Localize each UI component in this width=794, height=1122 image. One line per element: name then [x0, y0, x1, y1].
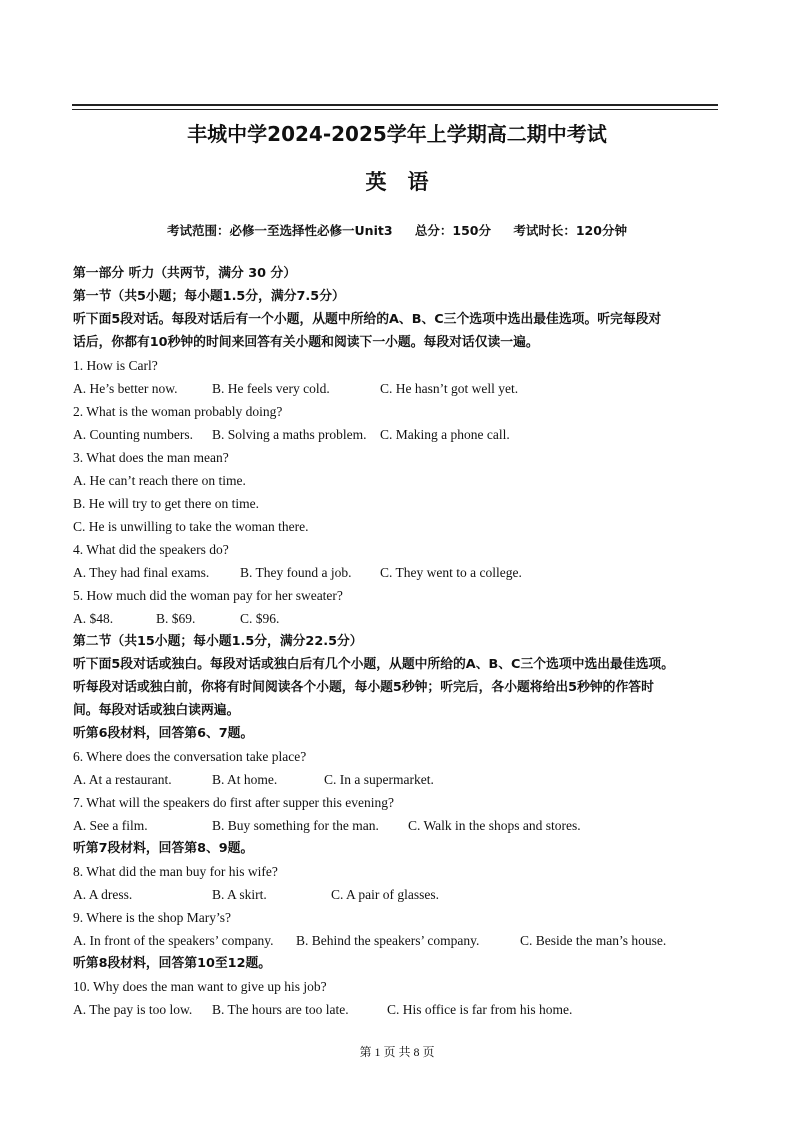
question-2-option-a: A. Counting numbers. — [73, 427, 193, 442]
question-7-stem: 7. What will the speakers do first after supper this evening? — [73, 795, 395, 810]
page-number: 第 1 页 共 8 页 — [359, 1045, 435, 1059]
question-3-option-a: A. He can’t reach there on time. — [73, 473, 246, 488]
question-8-option-c: C. A pair of glasses. — [331, 887, 439, 902]
question-3-option-b: B. He will try to get there on time. — [73, 496, 259, 511]
section2-instructions-line2: 听每段对话或独白前，你将有时间阅读各个小题，每小题5秒钟；听完后，各小题将给出5秒钟的作答时 — [73, 680, 654, 695]
question-6-option-b: B. At home. — [212, 772, 278, 787]
question-10-option-c: C. His office is far from his home. — [387, 1002, 573, 1017]
question-1-option-b: B. He feels very cold. — [212, 381, 330, 396]
question-4-option-c: C. They went to a college. — [380, 565, 522, 580]
material-6-heading: 听第6段材料，回答第6、7题。 — [73, 726, 254, 741]
question-7-option-c: C. Walk in the shops and stores. — [408, 818, 581, 833]
question-1-option-c: C. He hasn’t got well yet. — [380, 381, 519, 396]
question-8-option-a: A. A dress. — [73, 887, 133, 902]
question-8-option-b: B. A skirt. — [212, 887, 267, 902]
exam-scope: 考试范围：必修一至选择性必修一Unit3 — [167, 223, 393, 238]
question-9-stem: 9. Where is the shop Mary’s? — [73, 910, 231, 925]
header-rule-thin — [72, 109, 718, 110]
question-9-option-a: A. In front of the speakers’ company. — [73, 933, 274, 948]
section1-instructions-line1: 听下面5段对话。每段对话后有一个小题，从题中所给的A、B、C三个选项中选出最佳选项。听完每段对 — [73, 312, 662, 327]
section2-instructions-line1: 听下面5段对话或独白。每段对话或独白后有几个小题，从题中所给的A、B、C三个选项中选出最佳选项。 — [73, 657, 675, 672]
question-3-option-c: C. He is unwilling to take the woman there. — [73, 519, 309, 534]
exam-total: 总分：150分 — [414, 223, 491, 238]
question-7-option-b: B. Buy something for the man. — [212, 818, 379, 833]
question-2-option-c: C. Making a phone call. — [380, 427, 510, 442]
material-7-heading: 听第7段材料，回答第8、9题。 — [73, 841, 254, 856]
section1-instructions-line2: 话后，你都有10秒钟的时间来回答有关小题和阅读下一小题。每段对话仅读一遍。 — [73, 335, 539, 350]
question-10-stem: 10. Why does the man want to give up his job? — [73, 979, 327, 994]
question-4-option-a: A. They had final exams. — [73, 565, 210, 580]
question-6-stem: 6. Where does the conversation take place? — [73, 749, 307, 764]
question-7-option-a: A. See a film. — [73, 818, 148, 833]
section1-heading: 第一节（共5小题；每小题1.5分，满分7.5分） — [73, 289, 345, 304]
section2-heading: 第二节（共15小题；每小题1.5分，满分22.5分） — [73, 634, 363, 649]
question-6-option-a: A. At a restaurant. — [73, 772, 172, 787]
question-5-option-a: A. $48. — [73, 611, 114, 626]
question-5-option-c: C. $96. — [240, 611, 280, 626]
question-1-option-a: A. He’s better now. — [73, 381, 178, 396]
exam-title: 丰城中学2024-2025学年上学期高二期中考试 — [187, 122, 607, 146]
question-6-option-c: C. In a supermarket. — [324, 772, 434, 787]
question-9-option-c: C. Beside the man’s house. — [520, 933, 667, 948]
subject-title: 英 语 — [365, 170, 429, 194]
question-4-stem: 4. What did the speakers do? — [73, 542, 229, 557]
question-5-option-b: B. $69. — [156, 611, 196, 626]
header-rule-thick — [72, 104, 718, 106]
question-2-stem: 2. What is the woman probably doing? — [73, 404, 283, 419]
question-1-stem: 1. How is Carl? — [73, 358, 158, 373]
question-9-option-b: B. Behind the speakers’ company. — [296, 933, 480, 948]
section2-instructions-line3: 间。每段对话或独白读两遍。 — [73, 703, 240, 718]
material-8-heading: 听第8段材料，回答第10至12题。 — [73, 956, 272, 971]
question-5-stem: 5. How much did the woman pay for her sweater? — [73, 588, 343, 603]
question-4-option-b: B. They found a job. — [240, 565, 352, 580]
exam-duration: 考试时长：120分钟 — [513, 223, 627, 238]
question-10-option-b: B. The hours are too late. — [212, 1002, 349, 1017]
question-3-stem: 3. What does the man mean? — [73, 450, 229, 465]
question-2-option-b: B. Solving a maths problem. — [212, 427, 367, 442]
question-8-stem: 8. What did the man buy for his wife? — [73, 864, 278, 879]
exam-meta — [0, 221, 794, 239]
question-10-option-a: A. The pay is too low. — [73, 1002, 193, 1017]
part1-heading: 第一部分 听力（共两节，满分 30 分） — [73, 266, 297, 281]
